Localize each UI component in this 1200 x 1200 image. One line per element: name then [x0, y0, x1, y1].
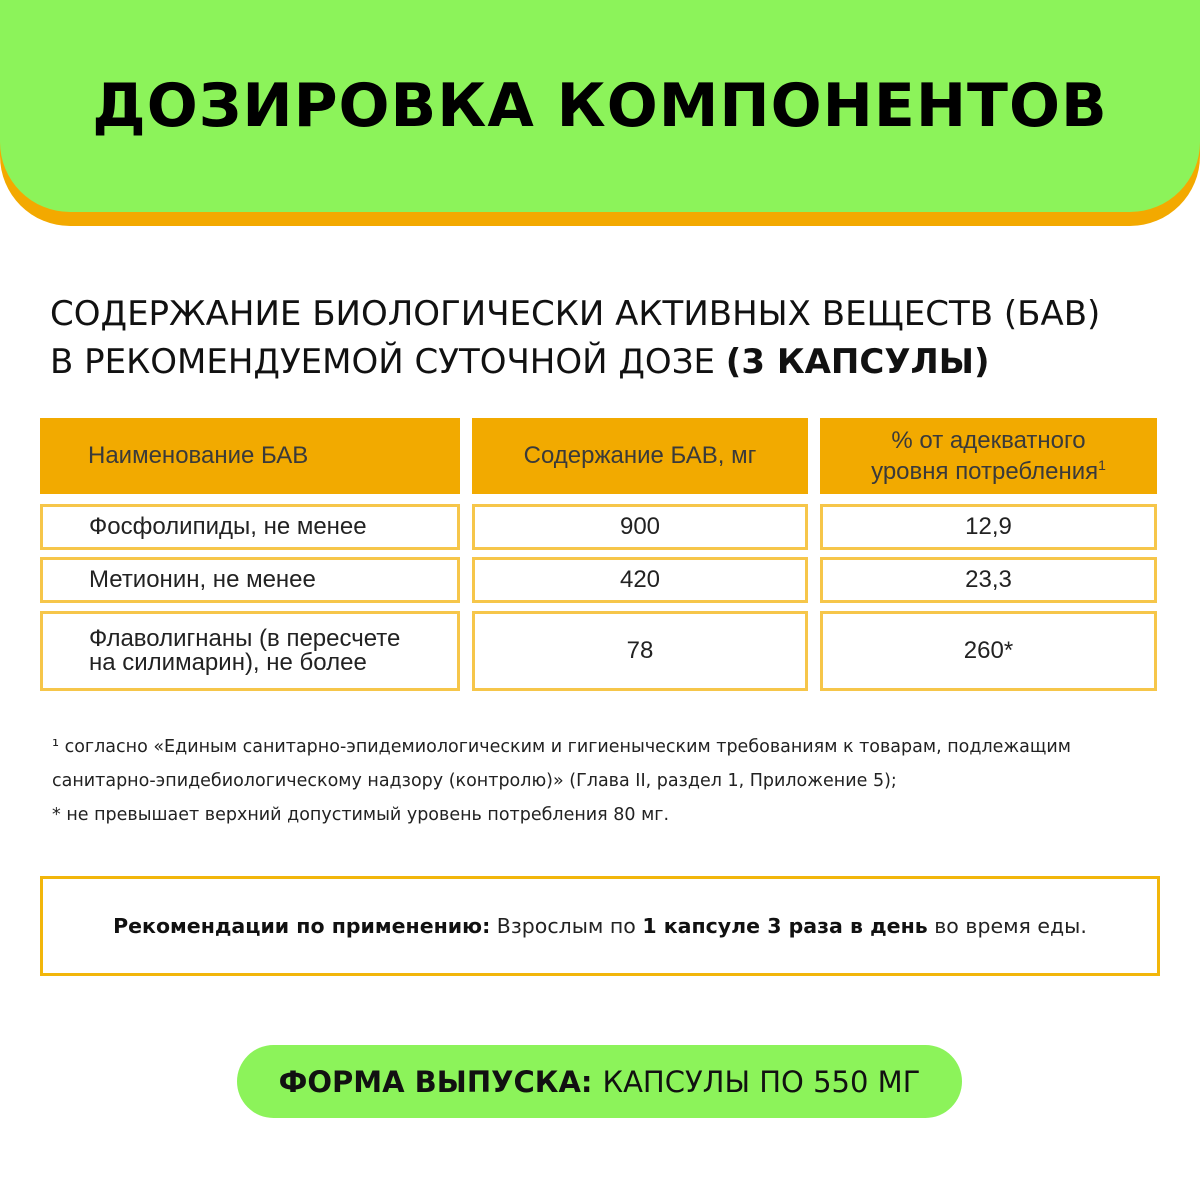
release-form-value: КАПСУЛЫ ПО 550 МГ	[602, 1064, 921, 1099]
table-row-1-name: Фосфолипиды, не менее	[40, 504, 460, 550]
page-title: ДОЗИРОВКА КОМПОНЕНТОВ	[92, 71, 1108, 141]
subtitle-line-2	[50, 338, 1170, 386]
table-header-name: Наименование БАВ	[40, 418, 460, 494]
footnote-1-line-1: ¹ согласно «Единым санитарно-эпидемиологическим и гигиеныческим требованиям к товарам, подлежащим	[52, 737, 1071, 757]
table-header-percent-line2: уровня потребления$^1$	[871, 456, 1106, 485]
table-row-3-name-line2: на силимарин), не более	[89, 649, 367, 676]
footnote-1-line-2: санитарно-эпидебиологическому надзору (контролю)» (Глава II, раздел 1, Приложение 5);	[52, 771, 897, 791]
footnotes	[52, 730, 1162, 832]
table-row-3-name	[40, 611, 460, 691]
table-row-3-percent: 260*	[820, 611, 1157, 691]
table-row-2-name: Метионин, не менее	[40, 557, 460, 603]
subtitle-line-2-regular: В РЕКОМЕНДУЕМОЙ СУТОЧНОЙ ДОЗЕ	[50, 342, 726, 382]
release-form-badge	[237, 1045, 962, 1118]
recommendation-text-1: Взрослым по	[490, 914, 643, 938]
footnote-2: * не превышает верхний допустимый уровень потребления 80 мг.	[52, 805, 670, 825]
recommendation-label: Рекомендации по применению:	[113, 914, 491, 938]
table-row-1-percent: 12,9	[820, 504, 1157, 550]
footnote-marker: 1	[1098, 456, 1106, 473]
table-row-2-content: 420	[472, 557, 808, 603]
table-row-3-content: 78	[472, 611, 808, 691]
recommendation-box	[40, 876, 1160, 976]
recommendation-text-2: во время еды.	[927, 914, 1087, 938]
table-header-percent	[820, 418, 1157, 494]
subtitle-dose-bold: (3 КАПСУЛЫ)	[725, 342, 990, 382]
table-row-2-percent: 23,3	[820, 557, 1157, 603]
release-form-label: ФОРМА ВЫПУСКА:	[278, 1064, 593, 1099]
section-subtitle	[50, 290, 1170, 386]
header-banner	[0, 0, 1200, 212]
subtitle-line-1: СОДЕРЖАНИЕ БИОЛОГИЧЕСКИ АКТИВНЫХ ВЕЩЕСТВ (БАВ)	[50, 294, 1101, 334]
recommendation-dose: 1 капсуле 3 раза в день	[642, 914, 928, 938]
table-header-percent-line1: % от адекватного	[891, 426, 1086, 454]
table-row-3-name-line1: Флаволигнаны (в пересчете	[89, 625, 401, 652]
table-row-1-content: 900	[472, 504, 808, 550]
table-header-content: Содержание БАВ, мг	[472, 418, 808, 494]
